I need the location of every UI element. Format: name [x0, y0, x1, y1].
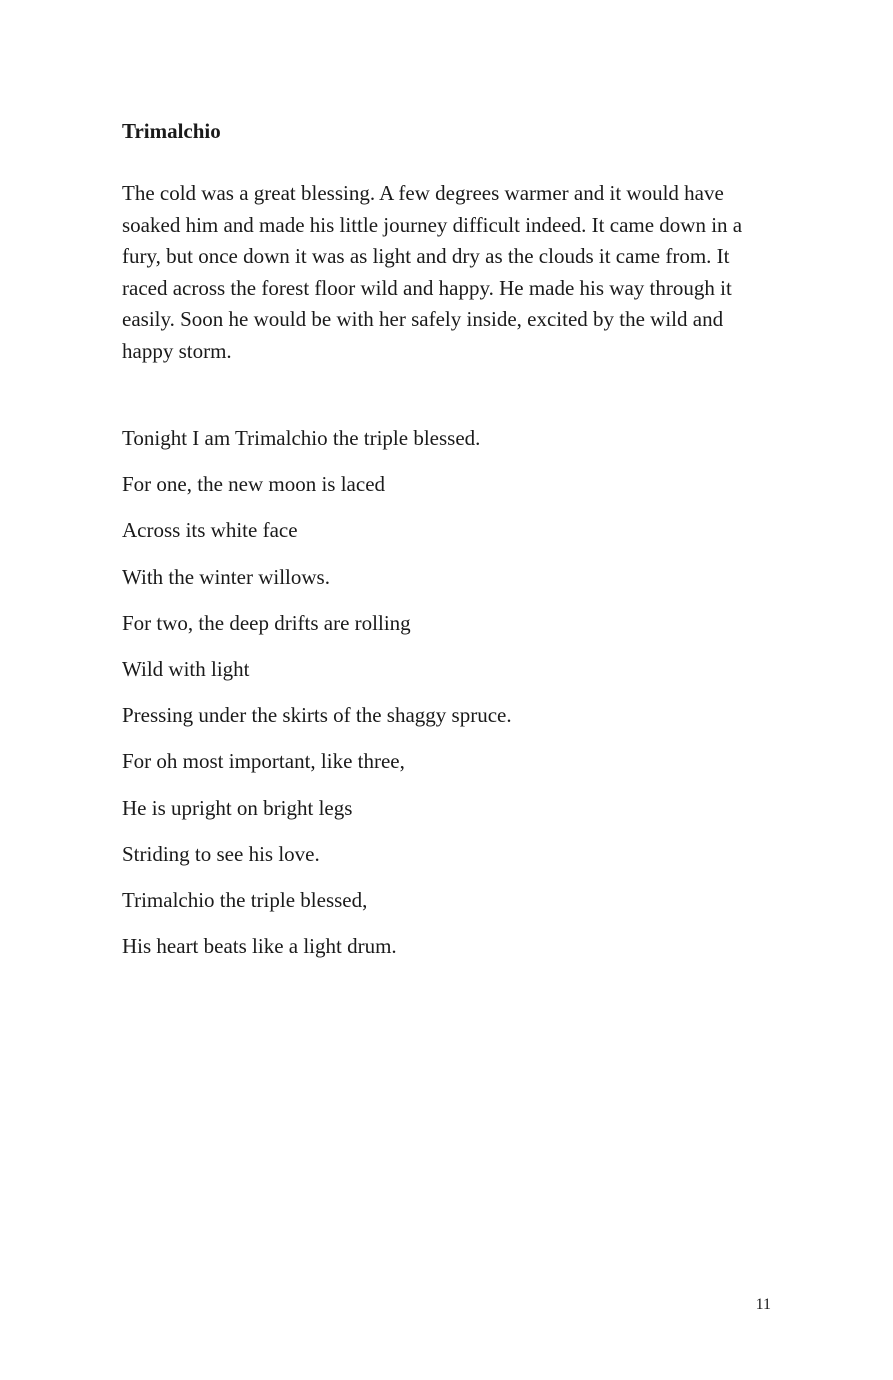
- poem-line: Pressing under the skirts of the shaggy spruce.: [122, 703, 512, 728]
- poem: [122, 423, 777, 977]
- poem-line: His heart beats like a light drum.: [122, 934, 397, 959]
- poem-line: Wild with light: [122, 656, 250, 681]
- poem-line: For one, the new moon is laced: [122, 472, 386, 497]
- poem-line: He is upright on bright legs: [122, 795, 353, 820]
- poem-line: With the winter willows.: [122, 564, 330, 589]
- prose-paragraph: The cold was a great blessing. A few degrees warmer and it would have soaked him and made his little journey difficult indeed. It came down in a fury, but once down it was as light and dry as the clouds it came from. It raced across the forest floor wild and happy. He made his way through it easily. Soon he would be with her safely inside, excited by the wild and happy storm.: [122, 181, 743, 363]
- page-number: 11: [755, 1296, 771, 1313]
- poem-line: Across its white face: [122, 518, 298, 543]
- section-title: Trimalchio: [122, 119, 221, 143]
- poem-line: For oh most important, like three,: [122, 749, 405, 774]
- poem-line: For two, the deep drifts are rolling: [122, 610, 411, 635]
- poem-line: Trimalchio the triple blessed,: [122, 887, 368, 912]
- poem-line: Tonight I am Trimalchio the triple blessed.: [122, 426, 481, 450]
- poem-line: Striding to see his love.: [122, 841, 320, 866]
